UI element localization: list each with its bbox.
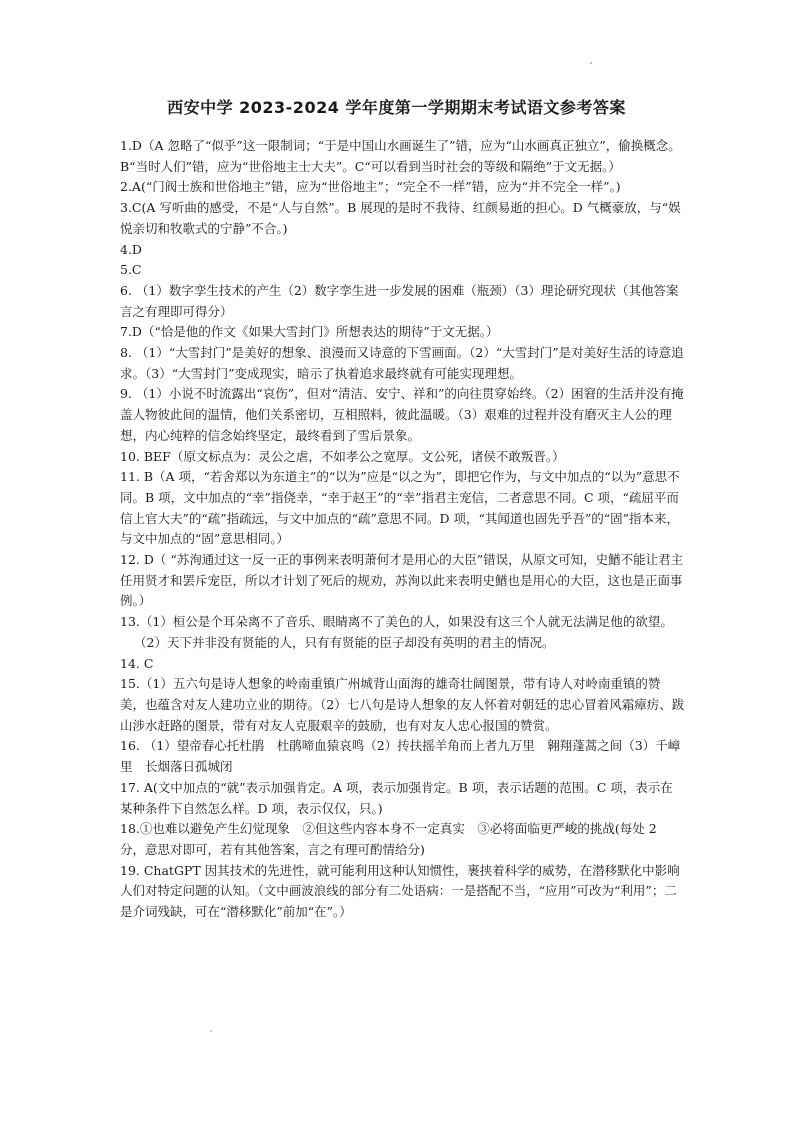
- answer-12: 12. D（ “苏洵通过这一反一正的事例来表明萧何才是用心的大臣”错误，从原文可知，史鰌不能让君主任用贤才和罢斥宠臣，所以才计划了死后的规劝，苏洵以此来表明史鰌也是用心的大臣，这也是正面事例。）: [120, 552, 684, 609]
- answer-19: 19. ChatGPT 因其技术的先进性，就可能利用这种认知惯性，裹挟着科学的威势，在潜移默化中影响人们对特定问题的认知。（文中画波浪线的部分有二处语病：一是搭配不当，“应用”可改为“利用”；二是介词残缺，可在“潜移默化”前加“在”。）: [120, 862, 680, 920]
- page-title: 西安中学 2023-2024 学年度第一学期期末考试语文参考答案: [167, 98, 626, 117]
- answer-17: 17. A(文中加点的“就”表示加强肯定。A 项，表示加强肯定。B 项，表示话题的范围。C 项，表示在某种条件下自然怎么样。D 项，表示仅仅，只。): [120, 779, 673, 816]
- answer-9: 9. （1）小说不时流露出“哀伤”，但对“清洁、安宁、祥和”的向往贯穿始终。（2）困窘的生活并没有掩盖人物彼此间的温情，他们关系密切，互相照料，彼此温暖。（3）艰难的过程并没有磨灭主人公的理想，内心纯粹的信念始终坚定，最终看到了雪后景象。: [120, 386, 684, 443]
- scan-speck: [210, 1030, 212, 1032]
- answer-8: 8. （1）“大雪封门”是美好的想象、浪漫而又诗意的下雪画面。（2）“大雪封门”是对美好生活的诗意追求。（3）“大雪封门”变成现实，暗示了执着追求最终就有可能实现理想。: [120, 345, 684, 381]
- answer-18: 18.①也难以避免产生幻觉现象 ②但这些内容本身不一定真实 ③必将面临更严峻的挑战(每处 2 分，意思对即可，若有其他答案，言之有理可酌情给分): [120, 821, 657, 857]
- scan-speck: [590, 62, 592, 64]
- answer-4: 4.D: [120, 241, 142, 257]
- answer-14: 14. C: [120, 655, 154, 671]
- answer-2: 2.A(“门阀士族和世俗地主”错，应为“世俗地主”；“完全不一样”错，应为“并不完全一样”。): [120, 179, 621, 195]
- answer-10: 10. BEF（原文标点为：灵公之虐，不如孝公之宽厚。文公死，诸侯不敢叛晋。）: [120, 448, 565, 464]
- answer-3: 3.C(A 写听曲的感受，不是“人与自然”。B 展现的是时不我待、红颜易逝的担心。D 气概豪放，与“娱悦亲切和牧歌式的宁静”不合。): [120, 200, 681, 236]
- answer-7: 7.D（“恰是他的作文《如果大雪封门》所想表达的期待”于文无据。）: [120, 324, 499, 340]
- answer-5: 5.C: [120, 262, 142, 278]
- answer-1: 1.D（A 忽略了“似乎”这一限制词；“于是中国山水画诞生了”错，应为“山水画真正独立”，偷换概念。B“当时人们”错，应为“世俗地主士大夫”。C“可以看到当时社会的等级和隔绝”于文无据。）: [120, 138, 681, 174]
- answer-body: [120, 136, 685, 923]
- answer-13-part-2: （2）天下并非没有贤能的人，只有有贤能的臣子却没有英明的君主的情况。: [134, 634, 555, 650]
- answer-11: 11. B（A 项，“若舍郑以为东道主”的“以为”应是“以之为”，即把它作为，与文中加点的“以为”意思不同。B 项，文中加点的“幸”指侥幸，“幸于赵王”的“幸”指君主宠信，二者意思不同。C 项，“疏屈平而信上官大夫”的“疏”指疏远，与文中加点的“疏”意思不同。D 项，“其闻道也固先乎吾”的“固”指本来，与文中加点的“固”意思相同。）: [120, 469, 680, 547]
- answer-6: 6. （1）数字孪生技术的产生（2）数字孪生进一步发展的困难（瓶颈）（3）理论研究现状（其他答案言之有理即可得分）: [120, 282, 679, 319]
- answer-15: 15.（1）五六句是诗人想象的岭南重镇广州城背山面海的雄奇壮阔图景，带有诗人对岭南重镇的赞美，也蕴含对友人建功立业的期待。（2）七八句是诗人想象的友人怀着对朝廷的忠心冒着风霜瘴疠、跋山涉水赶路的图景，带有对友人克服艰辛的鼓励，也有对友人忠心报国的赞赏。: [120, 676, 685, 733]
- answer-13-part-1: 13.（1）桓公是个耳朵离不了音乐、眼睛离不了美色的人，如果没有这三个人就无法满足他的欲望。: [120, 614, 673, 630]
- answer-16: 16. （1）望帝春心托杜鹃 杜鹃啼血猿哀鸣（2）抟扶摇羊角而上者九万里 翱翔蓬蒿之间（3）千嶂里 长烟落日孤城闭: [120, 738, 681, 775]
